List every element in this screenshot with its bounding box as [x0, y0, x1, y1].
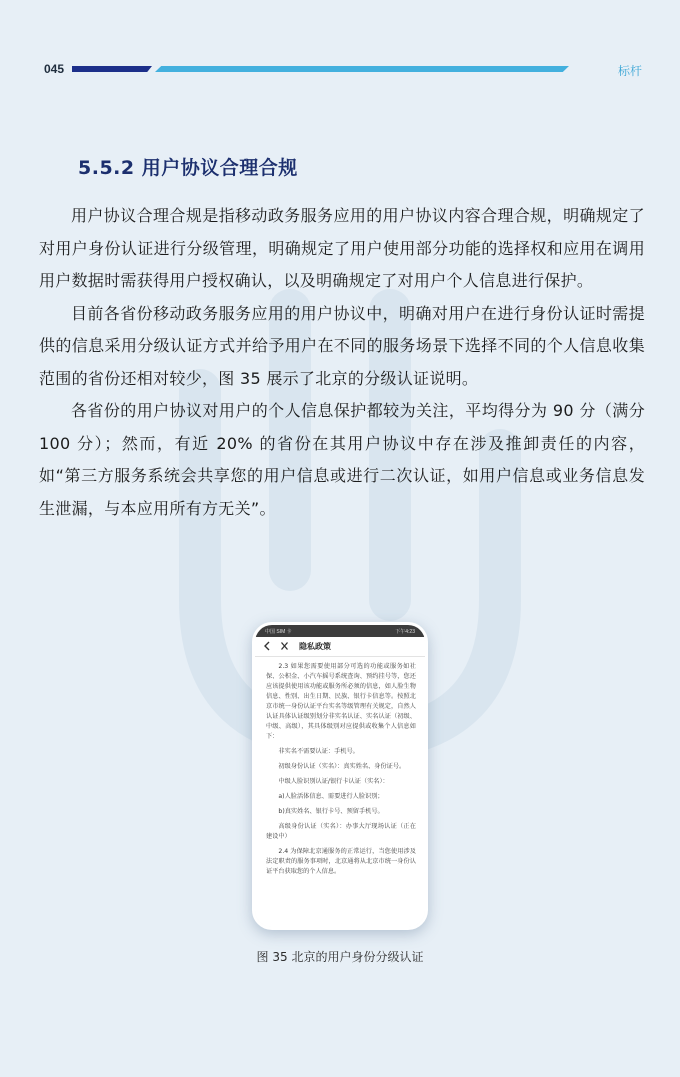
figure-caption: 图 35 北京的用户身份分级认证	[256, 950, 424, 964]
header-accent-bar-light	[155, 66, 569, 72]
body-text	[39, 200, 645, 525]
phone-screenshot	[252, 622, 428, 930]
paragraph-3: 各省份的用户协议对用户的个人信息保护都较为关注，平均得分为 90 分（满分 100 分）；然而，有近 20% 的省份在其用户协议中存在涉及推卸责任的内容，如“第三方服务系统会共享您的用户信息或进行二次认证，如用户信息或业务信息发生泄漏，与本应用所有方无关”。	[39, 401, 645, 518]
header-accent-bar-dark	[72, 66, 152, 72]
phone-status-bar	[255, 625, 425, 637]
policy-line: 2.4 为保障北京通服务的正常运行，当您使用涉及法定职责的服务事项时，北京通将从北京市统一身份认证平台获取您的个人信息。	[266, 848, 416, 875]
policy-line: 初级身份认证（实名）：真实姓名、身份证号。	[278, 763, 406, 770]
chevron-left-icon	[263, 641, 272, 653]
phone-nav-title: 隐私政策	[299, 642, 331, 651]
page-header	[0, 60, 680, 80]
policy-line: b)真实姓名、银行卡号、预留手机号。	[278, 808, 384, 815]
status-carrier: 中国 SIM 卡	[265, 628, 292, 635]
paragraph-2: 目前各省份移动政务服务应用的用户协议中，明确对用户在进行身份认证时需提供的信息采用分级认证方式并给予用户在不同的服务场景下选择不同的个人信息收集范围的省份还相对较少，图 35 展示了北京的分级认证说明。	[39, 303, 645, 388]
section-title: 5.5.2 用户协议合理合规	[78, 157, 298, 179]
policy-line: a)人脸活体信息、需要进行人脸识别；	[278, 793, 384, 800]
policy-line: 中级人脸识别认证/银行卡认证（实名）：	[278, 778, 389, 785]
privacy-policy-content	[255, 657, 425, 930]
close-icon	[280, 641, 289, 653]
header-tag: 标杆	[617, 64, 642, 78]
paragraph-1: 用户协议合理合规是指移动政务服务应用的用户协议内容合理合规，明确规定了对用户身份认证进行分级管理，明确规定了用户使用部分功能的选择权和应用在调用用户数据时需获得用户授权确认，以及明确规定了对用户个人信息进行保护。	[39, 206, 645, 290]
policy-line: 2.3 如果您需要使用部分可选的功能或服务如社保、公积金、小汽车摇号系统查询、预约挂号等，您还应该提供使用该功能或服务所必须的信息，如人脸生物信息、性别、出生日期、民族、银行卡信息等。按照北京市统一身份认证平台实名等级管理有关规定，自然人认证具体认证级别划分非实名认证、实名认证（初级、中级、高级），其具体级别对应提供或收集个人信息如下：	[266, 663, 416, 740]
status-time: 下午4:23	[395, 628, 415, 635]
policy-line: 高级身份认证（实名）：办事大厅现场认证（正在建设中）	[266, 823, 416, 840]
phone-nav-bar	[255, 637, 425, 657]
page-number: 045	[44, 62, 65, 76]
policy-line: 非实名不需要认证：手机号。	[278, 748, 359, 755]
